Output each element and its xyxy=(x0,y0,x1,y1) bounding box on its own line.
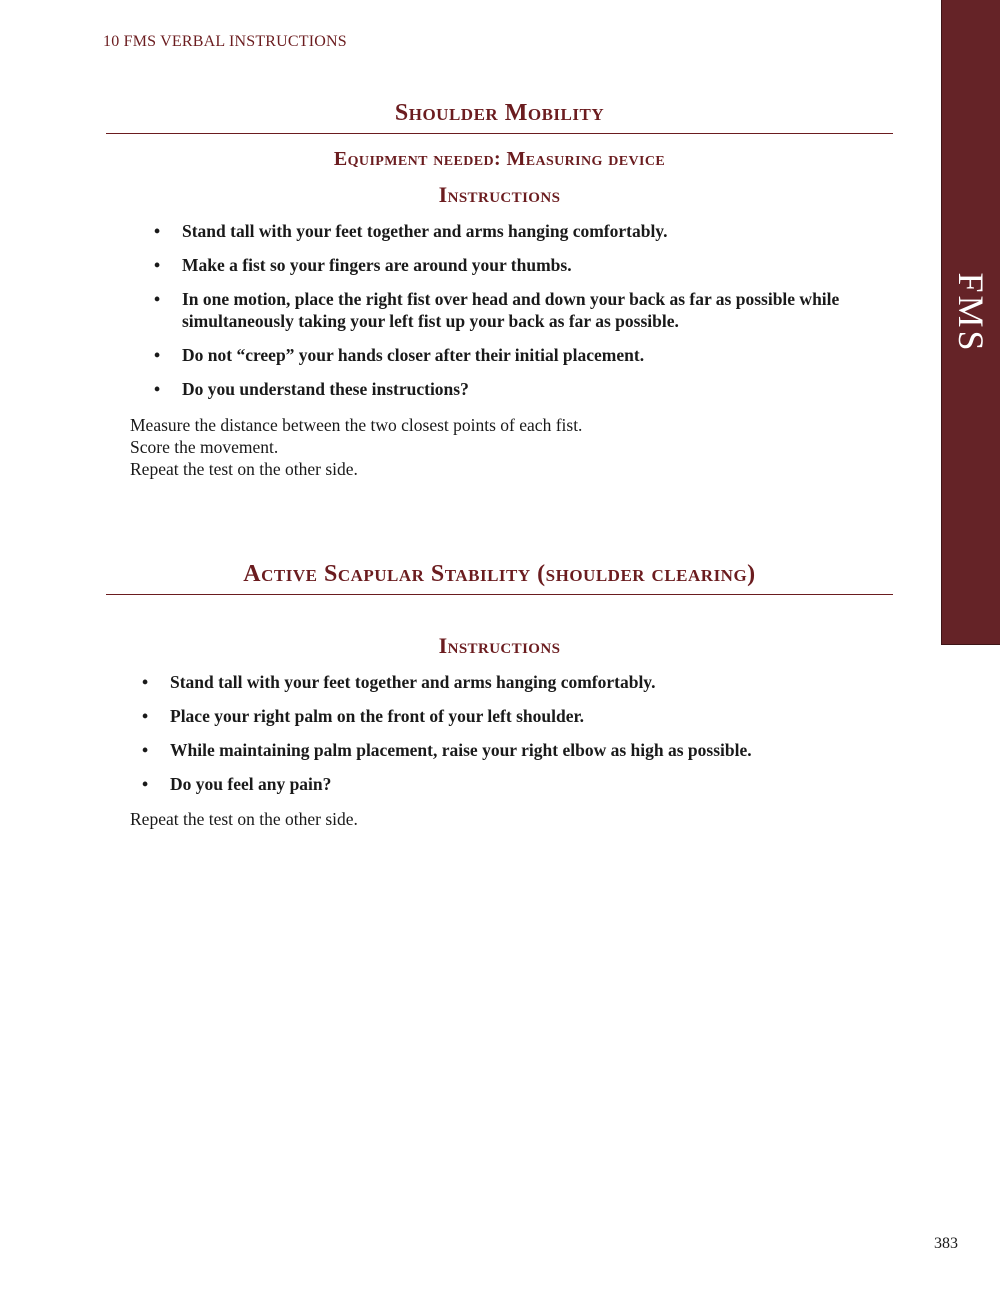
bullet-icon: • xyxy=(154,345,161,365)
bullet-icon: • xyxy=(154,379,161,399)
list-item-text: Do not “creep” your hands closer after their initial placement. xyxy=(182,345,645,365)
instructions-heading: Instructions xyxy=(438,633,561,658)
bullet-icon: • xyxy=(142,740,149,760)
note-text: Measure the distance between the two closest points of each fist. xyxy=(130,415,583,435)
section-rule xyxy=(106,594,893,595)
bullet-icon: • xyxy=(142,774,149,794)
list-item xyxy=(154,254,882,276)
side-tab-label: FMS xyxy=(951,272,991,354)
side-tab xyxy=(941,0,1000,645)
note-text: Repeat the test on the other side. xyxy=(130,459,358,479)
list-item-text: Stand tall with your feet together and arms hanging comfortably. xyxy=(182,221,668,241)
bullet-icon: • xyxy=(154,289,161,309)
note-text: Score the movement. xyxy=(130,437,279,457)
running-head: 10 FMS VERBAL INSTRUCTIONS xyxy=(103,33,347,50)
page-number: 383 xyxy=(934,1235,958,1252)
list-item-text: In one motion, place the right fist over head and down your back as far as possible while simultaneously taking your left fist up your back as far as possible. xyxy=(182,289,840,331)
list-item-text: Place your right palm on the front of your left shoulder. xyxy=(170,706,585,726)
bullet-icon: • xyxy=(142,706,149,726)
bullet-icon: • xyxy=(154,255,161,275)
list-item xyxy=(154,344,882,366)
section-title-shoulder-mobility: Shoulder Mobility xyxy=(394,100,605,126)
bullet-icon: • xyxy=(142,672,149,692)
list-item xyxy=(142,705,880,727)
list-item-text: While maintaining palm placement, raise your right elbow as high as possible. xyxy=(170,740,752,760)
list-item xyxy=(154,288,882,332)
note-text: Repeat the test on the other side. xyxy=(130,809,358,829)
instruction-list xyxy=(154,220,882,400)
bullet-icon: • xyxy=(154,221,161,241)
list-item-text: Stand tall with your feet together and arms hanging comfortably. xyxy=(170,672,656,692)
equipment-needed: Equipment needed: Measuring device xyxy=(333,148,666,170)
list-item xyxy=(142,671,880,693)
list-item xyxy=(154,220,882,242)
list-item xyxy=(142,773,880,795)
section-rule xyxy=(106,133,893,134)
list-item-text: Do you understand these instructions? xyxy=(182,379,469,399)
list-item xyxy=(154,378,882,400)
list-item xyxy=(142,739,880,761)
section-title-active-scapular-stability: Active Scapular Stability (shoulder clearing) xyxy=(243,561,756,587)
instructions-heading: Instructions xyxy=(438,182,561,207)
list-item-text: Do you feel any pain? xyxy=(170,774,332,794)
list-item-text: Make a fist so your fingers are around your thumbs. xyxy=(182,255,572,275)
instruction-list xyxy=(142,671,880,795)
